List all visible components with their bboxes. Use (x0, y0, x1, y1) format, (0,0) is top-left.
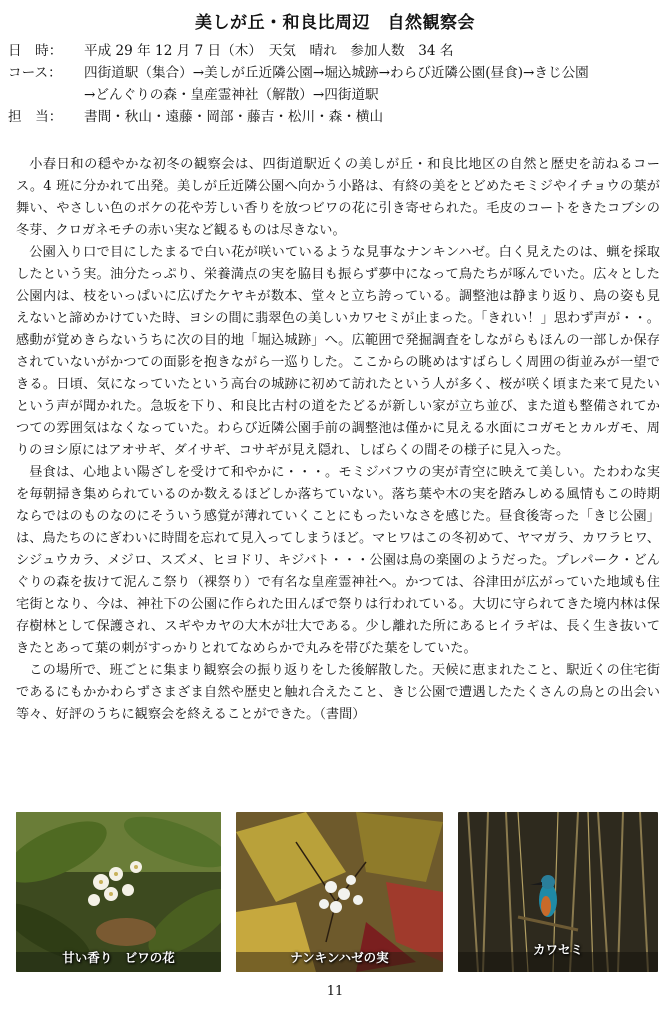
paragraph-4: この場所で、班ごとに集まり観察会の振り返りをした後解散した。天候に恵まれたこと、駅近くの住宅街であるにもかかわらずさまざま自然や歴史と触れ合えたこと、きじ公園で遭遇したたくさんの鳥との出会い等々、好評のうちに観察会を終えることができた。（書間） (16, 663, 660, 722)
course-label: コース： (8, 65, 62, 81)
date-label: 日 時： (8, 43, 63, 59)
photo-caption-loquat: 甘い香り ビワの花 (62, 950, 175, 965)
course-row-2 (8, 84, 658, 106)
article-body (16, 154, 660, 726)
staff-value: 書間・秋山・遠藤・岡部・藤吉・松川・森・横山 (84, 109, 384, 125)
page-title: 美しが丘・和良比周辺 自然観察会 (195, 13, 475, 33)
course-line-2: →どんぐりの森・皇産霊神社（解散）→四街道駅 (84, 87, 379, 103)
paragraph-2: 公園入り口で目にしたまるで白い花が咲いているような見事なナンキンハゼ。白く見えたのは、蝋を採取したという実。油分たっぷり、栄養満点の実を脇目も振らず夢中になって鳥たちが啄んでいた。広々とした公園内は、枝をいっぱいに広げたケヤキが数本、堂々と立ち誇っている。調整池は静まり返り、鳥の姿も見えないと諦めかけていた時、ヨシの間に翡翠色の美しいカワセミが止まった。「きれい！」思わず声が・・。感動が覚めきらないうちに次の目的地「堀込城跡」へ。広範囲で発掘調査をしながらもほんの一部しか保存されていないがかつての面影を抱きながら一巡りした。ここからの眺めはすばらしく周囲の街並みが一望できる。日頃、気になっていたという高台の城跡に初めて訪れたという人が多く、桜が咲く頃また来て見たいという声が聞かれた。急坂を下り、和良比古村の道をたどるが新しい家が立ち並び、また道も整備されてかつての雰囲気はなくなっていた。わらび近隣公園手前の調整池は僅かに見える水面にコガモとカルガモ、周りのヨシ原にはアオサギ、ダイサギ、コサギが見え隠れ、しばらくの間その様子に見入った。 (16, 245, 660, 458)
photo-chinese-tallow (236, 812, 443, 972)
date-row (8, 40, 658, 62)
date-value: 平成 29 年 12 月 7 日（木） 天気 晴れ 参加人数 34 名 (84, 43, 454, 59)
staff-label: 担 当： (8, 109, 63, 125)
event-info (8, 40, 658, 128)
course-row (8, 62, 658, 84)
staff-row (8, 106, 658, 128)
course-line-1: 四街道駅（集合）→美しが丘近隣公園→堀込城跡→わらび近隣公園(昼食)→きじ公園 (84, 65, 589, 81)
paragraph-1: 小春日和の穏やかな初冬の観察会は、四街道駅近くの美しが丘・和良比地区の自然と歴史を訪ねるコース。4 班に分かれて出発。美しが丘近隣公園へ向かう小路は、有終の美をとどめたモミジやイチョウの葉が舞い、やさしい色のボケの花や芳しい香りを放つビワの花に引き寄せられた。毛皮のコートをきたコブシの冬芽、クロガネモチの赤い実など観るものは尽きない。 (16, 157, 660, 238)
photo-caption-tallow: ナンキンハゼの実 (290, 950, 389, 965)
photo-caption-kingfisher: カワセミ (532, 942, 583, 957)
paragraph-3: 昼食は、心地よい陽ざしを受けて和やかに・・・。モミジバフウの実が青空に映えて美しい。たわわな実を毎朝掃き集められているのか数えるほどしか落ちていない。落ち葉や木の実を踏みしめる風情もこの時期ならではのものなのにそういう感覚が薄れていくことにもったいなさを感じた。昼食後寄った「きじ公園」は、鳥たちのにぎわいに時間を忘れて見入ってしまうほど。マヒワはこの冬初めて、ヤマガラ、カワラヒワ、シジュウカラ、メジロ、スズメ、ヒヨドリ、キジバト・・・公園は鳥の楽園のようだった。プレパーク・どんぐりの森を抜けて泥んこ祭り（裸祭り）で有名な皇産霊神社へ。かつては、谷津田が広がっていた地域も住宅街となり、今は、神社下の公園に作られた田んぼで祭りは行われている。大切に守られてきた境内林は保存樹林として保護され、スギやカヤの大木が壮大である。少し離れた所にあるヒイラギは、長く生き抜いてきたとあって葉の刺がすっかりとれてなめらかで丸みを帯びた葉をしていた。 (16, 465, 660, 656)
photo-loquat-flowers (16, 812, 221, 972)
page-number: 11 (326, 984, 344, 999)
photo-kingfisher (458, 812, 658, 972)
